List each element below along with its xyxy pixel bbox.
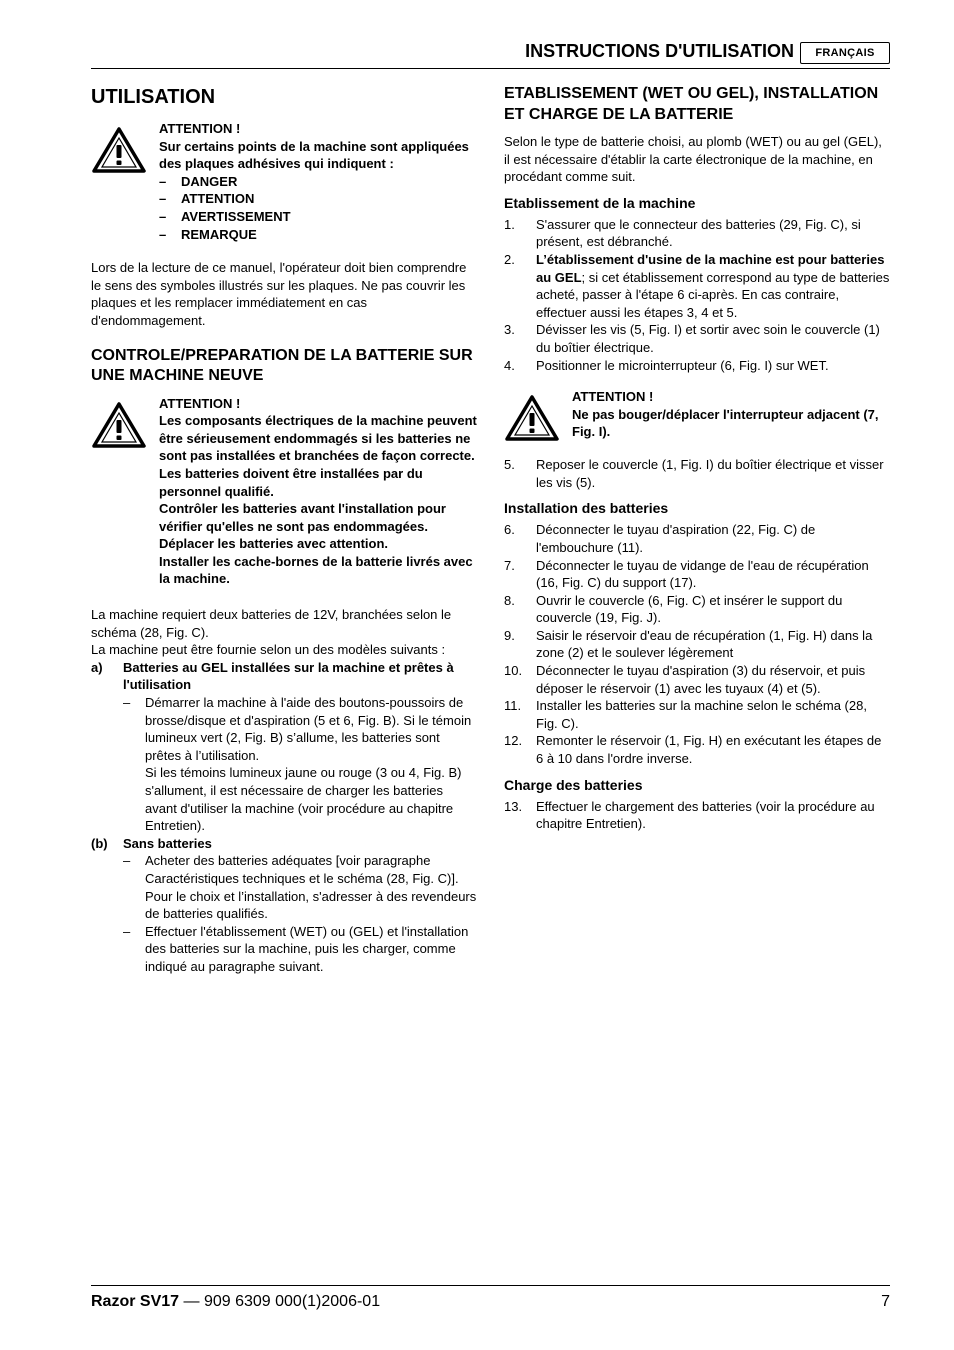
list-item: – ATTENTION	[159, 190, 477, 208]
list-item: 11. Installer les batteries sur la machine selon le schéma (28, Fig. C).	[504, 698, 867, 731]
warning-text: Sur certains points de la machine sont appliquées des plaques adhésives qui indiquent :	[159, 138, 469, 172]
subsection-title: Etablissement de la machine	[504, 194, 696, 211]
subsection-title: Charge des batteries	[504, 776, 643, 793]
page-footer	[91, 1285, 890, 1312]
list-item: 1. S'assurer que le connecteur des batteries (29, Fig. C), si présent, est débranché.	[504, 216, 861, 250]
left-column	[91, 84, 477, 976]
option-title: Batteries au GEL installées sur la machine et prêtes à l'utilisation	[123, 659, 454, 693]
list-item: 7. Déconnecter le tuyau de vidange de l'eau de récupération (16, Fig. C) du support (17).	[504, 557, 869, 591]
list-item: 3. Dévisser les vis (5, Fig. I) et sortir avec soin le couvercle (1) du boîtier électrique.	[504, 322, 880, 355]
footer-doc-number: — 909 6309 000(1)2006-01	[179, 1293, 381, 1310]
warning-icon	[91, 395, 159, 589]
header-title: INSTRUCTIONS D'UTILISATION	[525, 41, 794, 61]
list-item: 10. Déconnecter le tuyau d'aspiration (3) du réservoir, et puis déposer le réservoir (1) avec les tuyaux (4) et (5).	[504, 663, 866, 696]
list-item: 6. Déconnecter le tuyau d'aspiration (22, Fig. C) de l'embouchure (11).	[504, 522, 816, 555]
intro-paragraph: Selon le type de batterie choisi, au plomb (WET) ou au gel (GEL), il est nécessaire d'établir la carte électronique de la machine, en procédant comme suit.	[504, 134, 882, 185]
warning-box-1	[91, 120, 477, 243]
list-item: 2. L’établissement d'usine de la machine est pour batteries au GEL; si cet établissement correspond au type de batteries acheté, passer à l'étape 6 ci-après. En cas contraire, effectuer aussi les étapes 3, 4 et 5.	[504, 251, 890, 320]
paragraph: La machine requiert deux batteries de 12V, branchées selon le schéma (28, Fig. C).	[91, 607, 452, 640]
language-badge: FRANÇAIS	[800, 42, 890, 64]
warning-text: Installer les cache-bornes de la batterie livrés avec la machine.	[159, 553, 473, 587]
warning-icon	[504, 388, 572, 442]
right-column	[504, 84, 890, 833]
list-item: – AVERTISSEMENT	[159, 208, 477, 226]
option-a: a) Batteries au GEL installées sur la machine et prêtes à l'utilisation	[91, 659, 477, 694]
list-item: – Effectuer l'établissement (WET) ou (GEL) et l'installation des batteries sur la machine, puis les charger, comme indiqué au paragraphe suivant.	[123, 923, 477, 976]
list-item: – REMARQUE	[159, 226, 477, 244]
list-item: 9. Saisir le réservoir d'eau de récupération (1, Fig. H) dans la zone (2) et le soulever légèrement	[504, 627, 873, 661]
section-title-etablissement: ETABLISSEMENT (WET OU GEL), INSTALLATION ET CHARGE DE LA BATTERIE	[504, 85, 879, 123]
warning-text: Contrôler les batteries avant l'installation pour vérifier qu'elles ne sont pas endommagées.	[159, 501, 446, 534]
steps-list-1	[504, 216, 890, 374]
section-title-utilisation: UTILISATION	[91, 86, 216, 108]
section-title-controle: CONTROLE/PREPARATION DE LA BATTERIE SUR UNE MACHINE NEUVE	[91, 346, 473, 385]
option-title: Sans batteries	[123, 835, 212, 851]
warning-heading: ATTENTION !	[159, 121, 241, 136]
steps-list-2	[504, 521, 890, 767]
list-item: 12. Remonter le réservoir (1, Fig. H) en exécutant les étapes de 6 à 10 dans l'ordre inverse.	[504, 733, 882, 767]
list-item: 5. Reposer le couvercle (1, Fig. I) du boîtier électrique et visser les vis (5).	[504, 457, 884, 490]
page-header	[91, 40, 890, 69]
warning-heading: ATTENTION !	[159, 395, 241, 411]
option-b: (b) Sans batteries	[91, 835, 212, 851]
list-item: 13. Effectuer le chargement des batteries (voir la procédure au chapitre Entretien).	[504, 798, 875, 832]
option-a-list	[91, 694, 477, 835]
warning-text: Déplacer les batteries avec attention.	[159, 536, 389, 552]
steps-list-3	[504, 798, 890, 833]
list-item: – Démarrer la machine à l'aide des boutons-poussoirs de brosse/disque et d'aspiration (5 et 6, Fig. B). Si le témoin lumineux vert (2, Fig. B) s’allume, les batteries sont prêtes à l’utilisation. Si les témoins lumineux jaune ou rouge (3 ou 4, Fig. B) s'allument, il est nécessaire de charger les batteries avant d'utiliser la machine (voir procédure au chapitre Entretien).	[123, 694, 477, 835]
footer-model: Razor SV17	[91, 1293, 180, 1310]
subsection-title: Installation des batteries	[504, 500, 669, 517]
warning-box-3	[504, 388, 890, 442]
list-item: – DANGER	[159, 173, 477, 191]
paragraph: La machine peut être fournie selon un des modèles suivants :	[91, 642, 446, 658]
warning-icon	[91, 120, 159, 243]
warning-text: Ne pas bouger/déplacer l'interrupteur adjacent (7, Fig. I).	[572, 406, 879, 440]
warning-box-2	[91, 395, 477, 589]
list-item: 4. Positionner le microinterrupteur (6, Fig. I) sur WET.	[504, 357, 829, 373]
intro-paragraph: Lors de la lecture de ce manuel, l'opérateur doit bien comprendre le sens des symboles illustrés sur les plaques. Ne pas couvrir les plaques et les remplacer immédiatement en cas d'endommagement.	[91, 260, 467, 328]
list-item: – Acheter des batteries adéquates [voir paragraphe Caractéristiques techniques et le schéma (28, Fig. C)]. Pour le choix et l’installation, s'adresser à des revendeurs de batteries qualifiés.	[123, 852, 477, 922]
warning-heading: ATTENTION !	[572, 389, 654, 405]
steps-list-1b	[504, 456, 890, 491]
option-b-list	[91, 852, 477, 975]
page-number: 7	[881, 1293, 890, 1310]
warning-text: Les composants électriques de la machine peuvent être sérieusement endommagés si les batteries ne sont pas installées et branchées de façon correcte. Les batteries doivent être installées par du personnel qualifié.	[159, 413, 477, 499]
list-item: 8. Ouvrir le couvercle (6, Fig. C) et insérer le support du couvercle (19, Fig. J).	[504, 592, 843, 626]
warning-list	[159, 173, 477, 243]
